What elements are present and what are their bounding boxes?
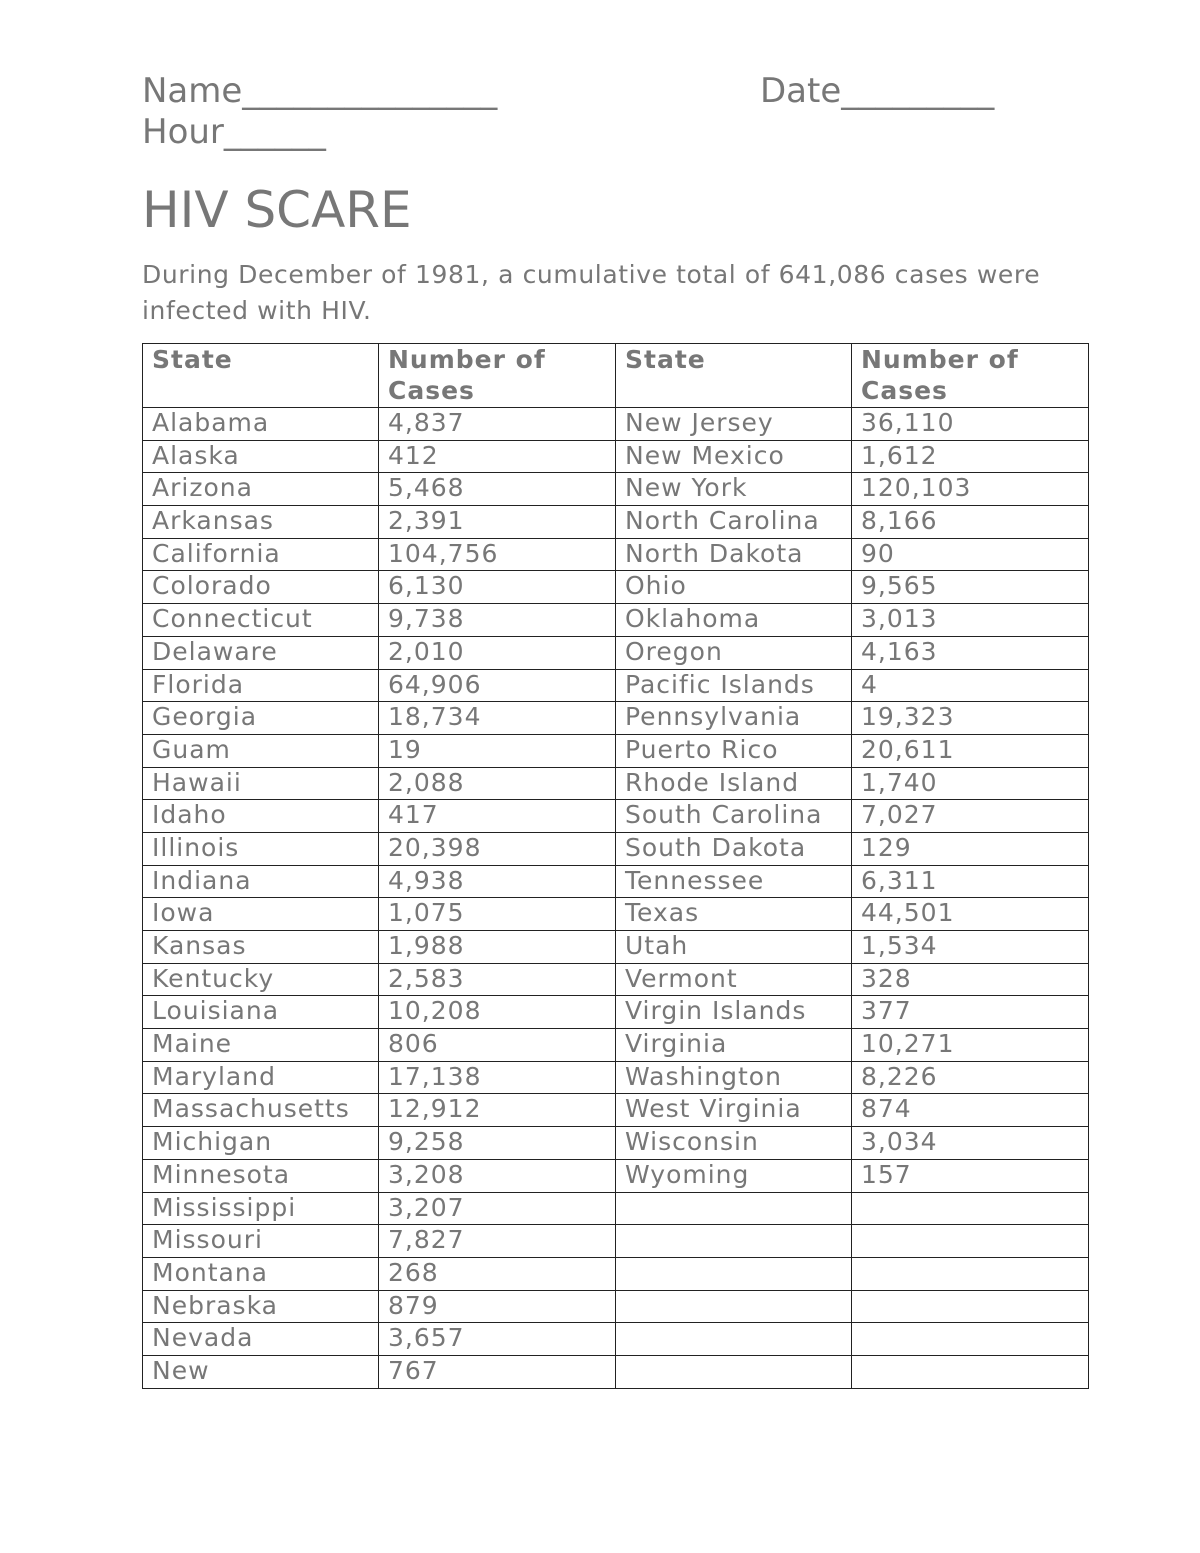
- header-state-right: State: [616, 344, 852, 408]
- cases-left-cell: 2,391: [379, 506, 616, 539]
- cases-right-cell: [852, 1225, 1089, 1258]
- cases-right-cell: [852, 1192, 1089, 1225]
- state-left-cell: New: [143, 1355, 379, 1388]
- cases-left-cell: 1,075: [379, 898, 616, 931]
- cases-right-cell: 8,166: [852, 506, 1089, 539]
- state-left-cell: Arkansas: [143, 506, 379, 539]
- table-row: [143, 538, 1089, 571]
- cases-right-cell: 874: [852, 1094, 1089, 1127]
- cases-right-cell: 1,534: [852, 931, 1089, 964]
- state-left-cell: Nebraska: [143, 1290, 379, 1323]
- cases-left-cell: 7,827: [379, 1225, 616, 1258]
- cases-right-cell: 6,311: [852, 865, 1089, 898]
- cases-left-cell: 806: [379, 1029, 616, 1062]
- cases-right-cell: 36,110: [852, 408, 1089, 441]
- cases-left-cell: 4,837: [379, 408, 616, 441]
- table-row: [143, 898, 1089, 931]
- cases-right-cell: 1,612: [852, 440, 1089, 473]
- state-right-cell: Wisconsin: [616, 1127, 852, 1160]
- state-left-cell: Minnesota: [143, 1159, 379, 1192]
- state-right-cell: [616, 1225, 852, 1258]
- state-right-cell: South Carolina: [616, 800, 852, 833]
- cases-right-cell: 377: [852, 996, 1089, 1029]
- cases-right-cell: 3,013: [852, 604, 1089, 637]
- cases-left-cell: 6,130: [379, 571, 616, 604]
- table-row: [143, 408, 1089, 441]
- cases-right-cell: 44,501: [852, 898, 1089, 931]
- state-right-cell: [616, 1290, 852, 1323]
- state-left-cell: Hawaii: [143, 767, 379, 800]
- state-left-cell: Indiana: [143, 865, 379, 898]
- cases-left-cell: 3,208: [379, 1159, 616, 1192]
- state-right-cell: Wyoming: [616, 1159, 852, 1192]
- cases-left-cell: 17,138: [379, 1061, 616, 1094]
- cases-left-cell: 417: [379, 800, 616, 833]
- state-left-cell: Connecticut: [143, 604, 379, 637]
- table-row: [143, 734, 1089, 767]
- state-left-cell: Nevada: [143, 1323, 379, 1356]
- state-right-cell: Pacific Islands: [616, 669, 852, 702]
- state-left-cell: Maine: [143, 1029, 379, 1062]
- state-left-cell: Missouri: [143, 1225, 379, 1258]
- cases-right-cell: 10,271: [852, 1029, 1089, 1062]
- table-row: [143, 1225, 1089, 1258]
- cases-right-cell: 157: [852, 1159, 1089, 1192]
- state-right-cell: [616, 1192, 852, 1225]
- cases-right-cell: 4,163: [852, 636, 1089, 669]
- cases-left-cell: 412: [379, 440, 616, 473]
- state-right-cell: North Dakota: [616, 538, 852, 571]
- table-row: [143, 963, 1089, 996]
- state-right-cell: Texas: [616, 898, 852, 931]
- cases-left-cell: 20,398: [379, 832, 616, 865]
- cases-left-cell: 19: [379, 734, 616, 767]
- table-row: [143, 1323, 1089, 1356]
- cases-right-cell: 90: [852, 538, 1089, 571]
- cases-left-cell: 5,468: [379, 473, 616, 506]
- cases-right-cell: 4: [852, 669, 1089, 702]
- state-right-cell: South Dakota: [616, 832, 852, 865]
- table-row: [143, 636, 1089, 669]
- cases-left-cell: 879: [379, 1290, 616, 1323]
- state-left-cell: Florida: [143, 669, 379, 702]
- state-left-cell: Idaho: [143, 800, 379, 833]
- state-left-cell: Louisiana: [143, 996, 379, 1029]
- table-row: [143, 702, 1089, 735]
- state-right-cell: Oregon: [616, 636, 852, 669]
- cases-right-cell: [852, 1355, 1089, 1388]
- cases-right-cell: 3,034: [852, 1127, 1089, 1160]
- state-left-cell: Maryland: [143, 1061, 379, 1094]
- page-title: HIV SCARE: [142, 181, 412, 239]
- cases-left-cell: 767: [379, 1355, 616, 1388]
- state-right-cell: Vermont: [616, 963, 852, 996]
- table-row: [143, 1159, 1089, 1192]
- name-field-label: Name_______________: [142, 71, 498, 111]
- table-row: [143, 996, 1089, 1029]
- state-left-cell: Kentucky: [143, 963, 379, 996]
- cases-left-cell: 3,207: [379, 1192, 616, 1225]
- table-row: [143, 1061, 1089, 1094]
- state-left-cell: Montana: [143, 1257, 379, 1290]
- state-right-cell: New York: [616, 473, 852, 506]
- cases-left-cell: 2,583: [379, 963, 616, 996]
- state-right-cell: Puerto Rico: [616, 734, 852, 767]
- cases-left-cell: 2,010: [379, 636, 616, 669]
- table-row: [143, 506, 1089, 539]
- table-row: [143, 832, 1089, 865]
- date-field-label: Date_________: [760, 71, 995, 111]
- header-cases-right: Number of Cases: [852, 344, 1089, 408]
- table-row: [143, 1127, 1089, 1160]
- state-right-cell: [616, 1323, 852, 1356]
- state-left-cell: Colorado: [143, 571, 379, 604]
- state-right-cell: Utah: [616, 931, 852, 964]
- table-row: [143, 865, 1089, 898]
- cases-right-cell: 1,740: [852, 767, 1089, 800]
- table-row: [143, 473, 1089, 506]
- state-right-cell: Virginia: [616, 1029, 852, 1062]
- cases-right-cell: 20,611: [852, 734, 1089, 767]
- state-right-cell: [616, 1355, 852, 1388]
- table-row: [143, 669, 1089, 702]
- state-right-cell: West Virginia: [616, 1094, 852, 1127]
- state-right-cell: Oklahoma: [616, 604, 852, 637]
- state-left-cell: Delaware: [143, 636, 379, 669]
- cases-left-cell: 9,258: [379, 1127, 616, 1160]
- table-header-row: [143, 344, 1089, 408]
- cases-left-cell: 9,738: [379, 604, 616, 637]
- cases-left-cell: 12,912: [379, 1094, 616, 1127]
- cases-left-cell: 3,657: [379, 1323, 616, 1356]
- cases-left-cell: 1,988: [379, 931, 616, 964]
- state-right-cell: New Jersey: [616, 408, 852, 441]
- state-left-cell: Massachusetts: [143, 1094, 379, 1127]
- table-row: [143, 767, 1089, 800]
- state-left-cell: Mississippi: [143, 1192, 379, 1225]
- state-left-cell: Guam: [143, 734, 379, 767]
- table-row: [143, 1290, 1089, 1323]
- cases-left-cell: 2,088: [379, 767, 616, 800]
- cases-right-cell: [852, 1257, 1089, 1290]
- cases-left-cell: 64,906: [379, 669, 616, 702]
- cases-right-cell: [852, 1290, 1089, 1323]
- header-cases-left: Number of Cases: [379, 344, 616, 408]
- cases-right-cell: 328: [852, 963, 1089, 996]
- state-left-cell: Alabama: [143, 408, 379, 441]
- state-left-cell: Georgia: [143, 702, 379, 735]
- cases-left-cell: 104,756: [379, 538, 616, 571]
- table-row: [143, 1094, 1089, 1127]
- table-row: [143, 440, 1089, 473]
- state-left-cell: Kansas: [143, 931, 379, 964]
- cases-right-cell: [852, 1323, 1089, 1356]
- table-body: [143, 408, 1089, 1389]
- state-right-cell: [616, 1257, 852, 1290]
- state-right-cell: Washington: [616, 1061, 852, 1094]
- intro-paragraph: During December of 1981, a cumulative total of 641,086 cases were infected with HIV.: [142, 260, 1041, 325]
- hour-field-label: Hour______: [142, 112, 326, 152]
- state-right-cell: Tennessee: [616, 865, 852, 898]
- table-row: [143, 604, 1089, 637]
- hiv-cases-table: [142, 343, 1089, 1389]
- table-row: [143, 1192, 1089, 1225]
- table-row: [143, 1257, 1089, 1290]
- state-right-cell: Ohio: [616, 571, 852, 604]
- cases-right-cell: 129: [852, 832, 1089, 865]
- cases-left-cell: 268: [379, 1257, 616, 1290]
- state-right-cell: Rhode Island: [616, 767, 852, 800]
- cases-right-cell: 9,565: [852, 571, 1089, 604]
- header-state-left: State: [143, 344, 379, 408]
- state-left-cell: Arizona: [143, 473, 379, 506]
- state-left-cell: Illinois: [143, 832, 379, 865]
- cases-right-cell: 7,027: [852, 800, 1089, 833]
- cases-left-cell: 4,938: [379, 865, 616, 898]
- cases-right-cell: 19,323: [852, 702, 1089, 735]
- table-row: [143, 800, 1089, 833]
- state-left-cell: Alaska: [143, 440, 379, 473]
- state-right-cell: Virgin Islands: [616, 996, 852, 1029]
- cases-right-cell: 120,103: [852, 473, 1089, 506]
- state-right-cell: Pennsylvania: [616, 702, 852, 735]
- table-row: [143, 931, 1089, 964]
- table-row: [143, 1029, 1089, 1062]
- cases-left-cell: 10,208: [379, 996, 616, 1029]
- state-right-cell: New Mexico: [616, 440, 852, 473]
- state-left-cell: Iowa: [143, 898, 379, 931]
- table-row: [143, 571, 1089, 604]
- state-left-cell: California: [143, 538, 379, 571]
- cases-left-cell: 18,734: [379, 702, 616, 735]
- state-left-cell: Michigan: [143, 1127, 379, 1160]
- table-row: [143, 1355, 1089, 1388]
- cases-right-cell: 8,226: [852, 1061, 1089, 1094]
- state-right-cell: North Carolina: [616, 506, 852, 539]
